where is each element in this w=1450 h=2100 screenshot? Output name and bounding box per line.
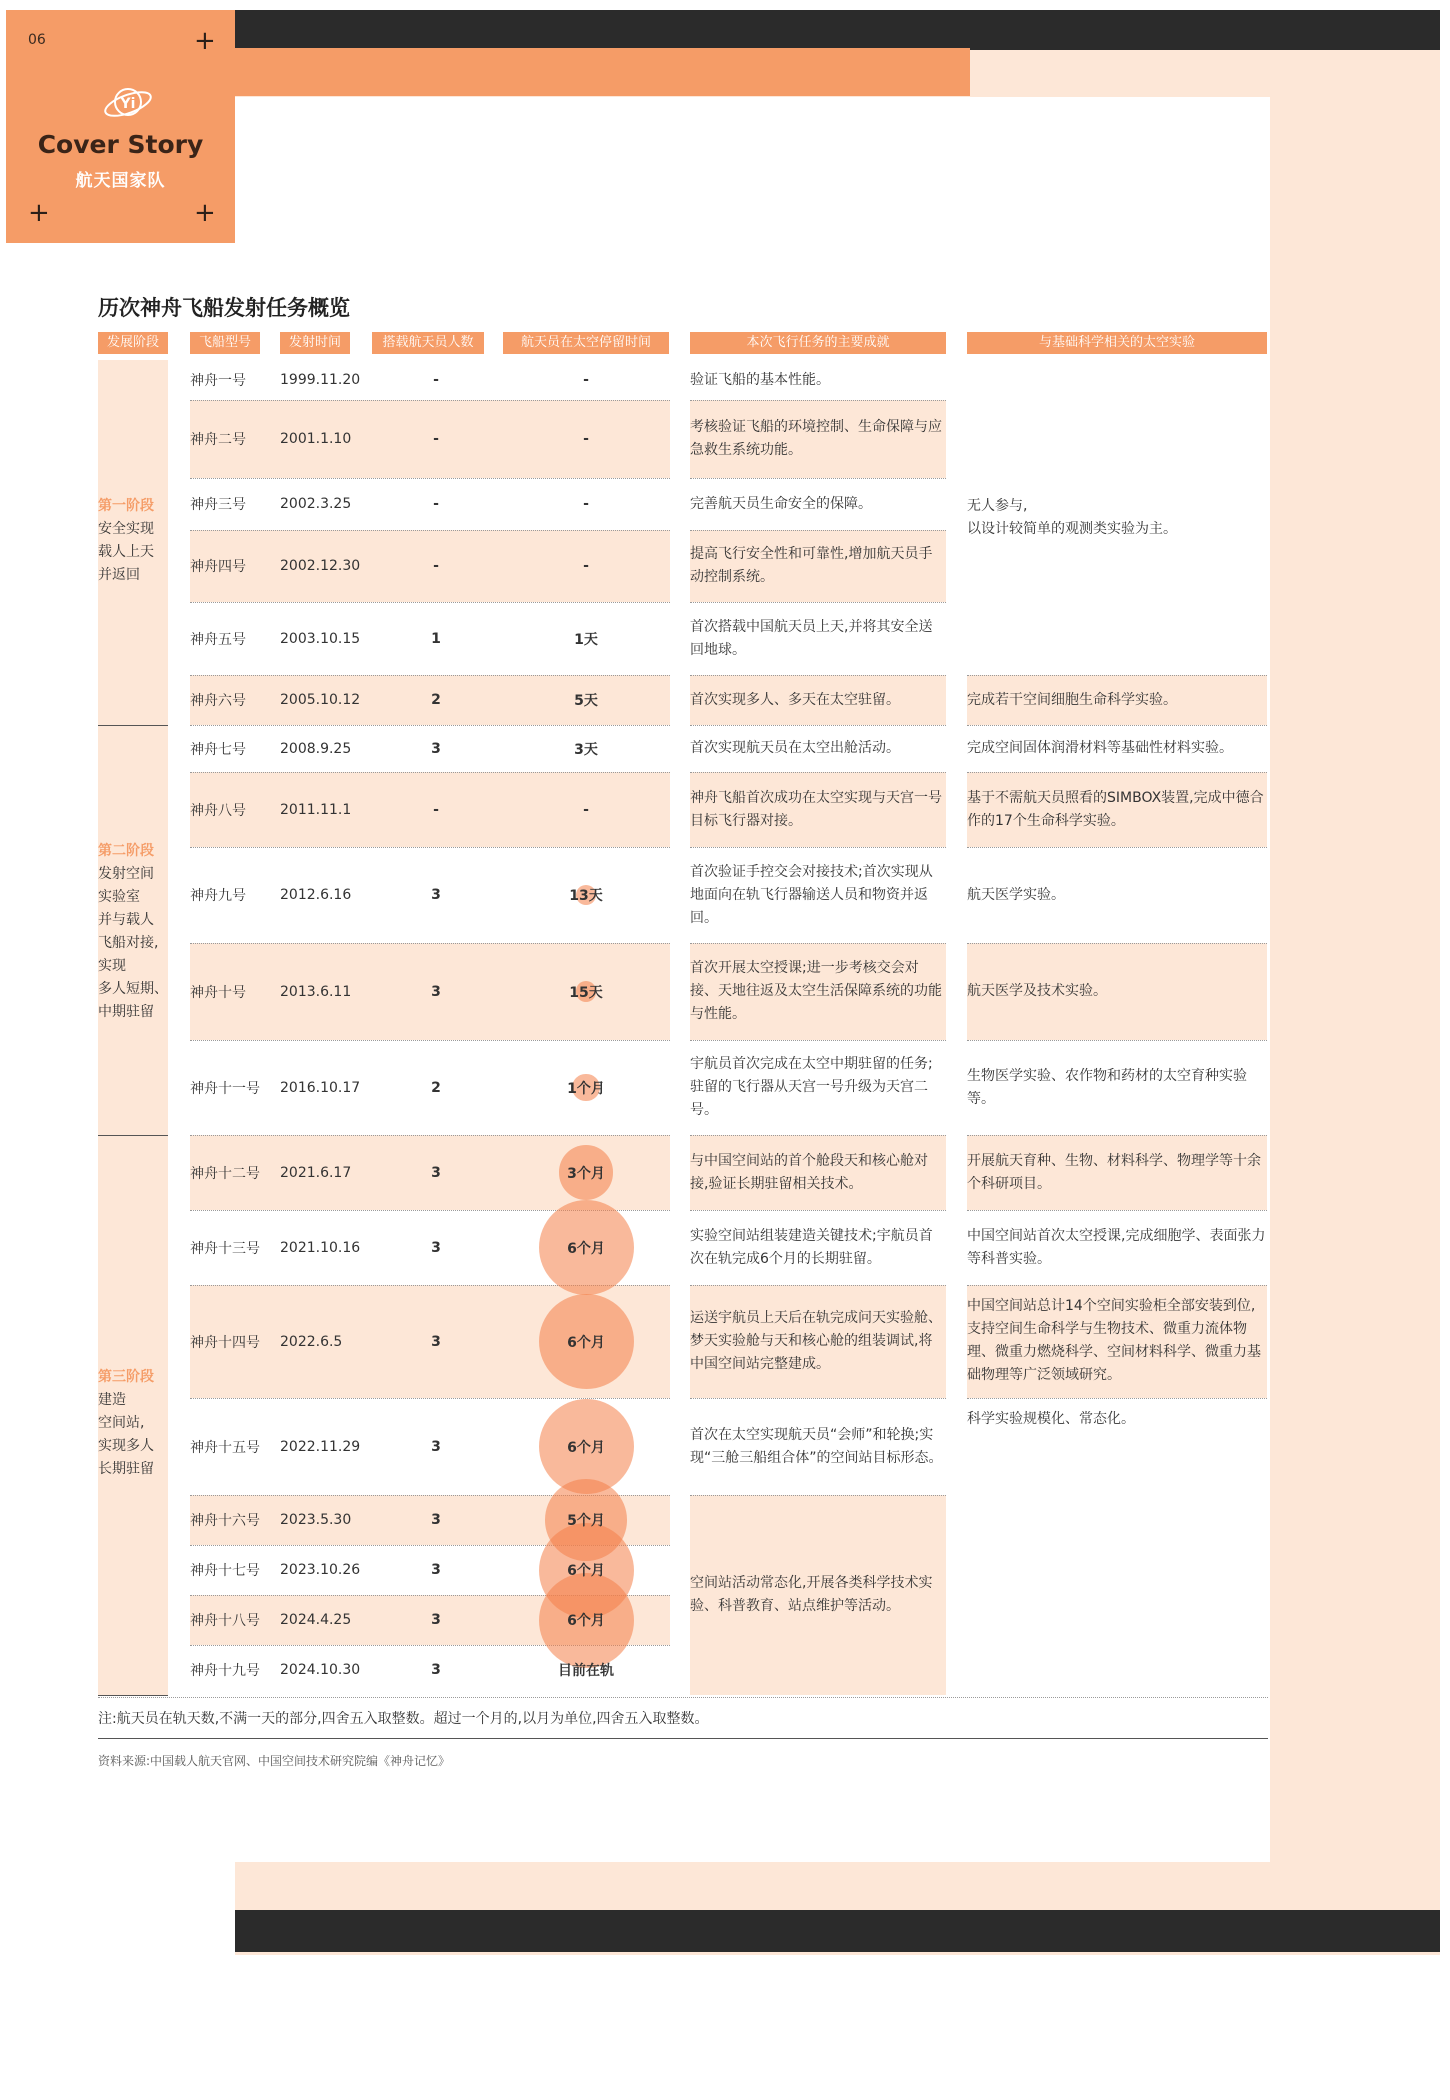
mission-achievement: 神舟飞船首次成功在太空实现与天宫一号目标飞行器对接。: [690, 789, 942, 829]
section-subtitle: 航天国家队: [75, 171, 166, 191]
header-achievement: 本次飞行任务的主要成就: [690, 332, 946, 354]
launch-date: 2023.10.26: [280, 1562, 361, 1578]
mission-achievement: 实验空间站组装建造关键技术;宇航员首次在轨完成6个月的长期驻留。: [690, 1227, 933, 1267]
crew-count: 3: [431, 887, 441, 903]
phase-desc-line: 实现: [98, 958, 126, 974]
bottom-dark-bar: [235, 1910, 1440, 1952]
top-dark-bar: [235, 10, 1440, 50]
phase-desc-line: 并与载人: [98, 912, 154, 928]
phase-3: [98, 1366, 168, 1481]
mission-achievement: 首次在太空实现航天员“会师”和轮换;实现“三舱三船组合体”的空间站目标形态。: [690, 1426, 943, 1466]
crew-count: 3: [431, 1239, 441, 1256]
crew-count: -: [433, 801, 439, 818]
science-experiment: 生物医学实验、农作物和药材的太空育种实验等。: [967, 1067, 1247, 1107]
mission-achievement: 宇航员首次完成在太空中期驻留的任务;驻留的飞行器从天宫一号升级为天宫二号。: [690, 1056, 933, 1118]
crew-count: 2: [431, 1079, 441, 1096]
science-experiment: 中国空间站首次太空授课,完成细胞学、表面张力等科普实验。: [967, 1227, 1266, 1267]
header-spacecraft: 飞船型号: [190, 332, 260, 354]
mission-achievement: 与中国空间站的首个舱段天和核心舱对接,验证长期驻留相关技术。: [690, 1152, 928, 1192]
crew-count: 3: [431, 1438, 441, 1455]
top-orange-bar: [235, 48, 970, 96]
mission-name: 神舟十四号: [190, 1334, 260, 1351]
mission-achievement: 考核验证飞船的环境控制、生命保障与应急救生系统功能。: [690, 419, 942, 458]
phase-desc-line: 实验室: [98, 889, 140, 905]
mission-name: 神舟四号: [190, 559, 246, 575]
phase-desc-line: 发射空间: [98, 866, 154, 882]
mission-name: 神舟十一号: [190, 1080, 260, 1097]
mission-name: 神舟十九号: [190, 1663, 260, 1679]
mission-name: 神舟十七号: [190, 1563, 260, 1579]
stay-duration: -: [583, 801, 589, 818]
mission-achievement: 完善航天员生命安全的保障。: [690, 495, 872, 512]
science-experiment: 航天医学实验。: [967, 886, 1065, 903]
mission-name: 神舟十二号: [190, 1165, 260, 1182]
stay-duration: 6个月: [567, 1563, 605, 1579]
crew-count: -: [433, 431, 439, 447]
stay-duration: 目前在轨: [558, 1663, 614, 1679]
header-launch-date: 发射时间: [280, 332, 350, 354]
phase-separator: [98, 1135, 168, 1136]
phase-desc-line: 建造: [98, 1392, 126, 1408]
launch-date: 2016.10.17: [280, 1079, 361, 1096]
crew-count: 3: [431, 1333, 441, 1350]
science-experiment: 科学实验规模化、常态化。: [967, 1411, 1135, 1427]
mission-name: 神舟十五号: [190, 1439, 260, 1456]
science-experiment: 完成空间固体润滑材料等基础性材料实验。: [967, 740, 1233, 756]
crew-count: 3: [431, 1562, 441, 1578]
crew-count: -: [433, 372, 439, 388]
phase-1: [98, 495, 168, 587]
phase-separator: [98, 1695, 168, 1696]
crew-count: -: [433, 558, 439, 574]
crew-count: 3: [431, 983, 441, 1000]
table-bottom-rule: [98, 1738, 1268, 1739]
stay-duration: 1天: [574, 631, 598, 648]
table-end-line: [98, 1697, 1268, 1698]
mission-achievement: 运送宇航员上天后在轨完成问天实验舱、梦天实验舱与天和核心舱的组装调试,将中国空间站完整建成。: [690, 1310, 942, 1372]
crew-count: 3: [431, 1512, 441, 1528]
phase-desc-line: 飞船对接,: [98, 935, 159, 951]
mission-name: 神舟九号: [190, 888, 246, 904]
phase-desc-line: 实现多人: [98, 1438, 154, 1454]
mission-achievement: 提高飞行安全性和可靠性,增加航天员手动控制系统。: [690, 546, 933, 585]
mission-name: 神舟十三号: [190, 1240, 260, 1257]
mission-achievement: 首次搭载中国航天员上天,并将其安全送回地球。: [690, 618, 933, 658]
crew-count: 3: [431, 1612, 441, 1628]
stay-duration: -: [583, 372, 589, 388]
mission-achievement: 首次实现航天员在太空出舱活动。: [690, 740, 900, 756]
header-duration: 航天员在太空停留时间: [503, 332, 669, 354]
stay-duration: 13天: [569, 888, 603, 904]
stay-duration: 5天: [574, 693, 598, 709]
header-science: 与基础科学相关的太空实验: [967, 332, 1267, 354]
launch-date: 1999.11.20: [280, 372, 361, 388]
stay-duration: 3个月: [567, 1165, 605, 1182]
plus-icon: +: [194, 26, 216, 56]
stay-duration: 3天: [574, 741, 598, 758]
plus-icon: +: [194, 198, 216, 228]
science-experiment: 无人参与, 以设计较简单的观测类实验为主。: [967, 497, 1177, 537]
stay-duration: 6个月: [567, 1334, 605, 1351]
launch-date: 2013.6.11: [280, 983, 352, 1000]
stay-duration: -: [583, 558, 589, 574]
launch-date: 2002.3.25: [280, 496, 352, 512]
science-experiment: 航天医学及技术实验。: [967, 983, 1107, 999]
launch-date: 2001.1.10: [280, 431, 352, 447]
mission-achievement: 首次验证手控交会对接技术;首次实现从地面向在轨飞行器输送人员和物资并返回。: [690, 863, 933, 926]
mission-achievement: 空间站活动常态化,开展各类科学技术实验、科普教育、站点维护等活动。: [690, 1575, 933, 1614]
section-title: Cover Story: [37, 130, 204, 159]
mission-name: 神舟二号: [190, 432, 246, 448]
header-phase: 发展阶段: [98, 332, 168, 354]
science-experiment: 基于不需航天员照看的SIMBOX装置,完成中德合作的17个生命科学实验。: [967, 789, 1264, 829]
phase-label: 第二阶段: [98, 843, 154, 859]
phase-desc-line: 多人短期、: [98, 981, 168, 997]
table-note: 注:航天员在轨天数,不满一天的部分,四舍五入取整数。超过一个月的,以月为单位,四舍五入取整数。: [98, 1711, 709, 1727]
launch-date: 2021.6.17: [280, 1164, 352, 1181]
launch-date: 2003.10.15: [280, 630, 361, 647]
stay-duration: 6个月: [567, 1240, 605, 1257]
mission-name: 神舟八号: [190, 802, 246, 819]
phase-2: [98, 840, 168, 1024]
stay-duration: 15天: [569, 984, 603, 1001]
mission-achievement: 首次开展太空授课;进一步考核交会对接、天地往返及太空生活保障系统的功能与性能。: [690, 960, 942, 1022]
phase-desc-line: 载人上天: [98, 544, 154, 560]
mission-achievement: 验证飞船的基本性能。: [690, 371, 830, 388]
science-experiment: 中国空间站总计14个空间实验柜全部安装到位,支持空间生命科学与生物技术、微重力流体物理、微重力燃烧科学、空间材料科学、微重力基础物理等广泛领域研究。: [967, 1298, 1261, 1383]
launch-date: 2012.6.16: [280, 887, 352, 903]
source-credit: 资料来源:中国载人航天官网、中国空间技术研究院编《神舟记忆》: [98, 1754, 451, 1768]
phase-label: 第三阶段: [98, 1369, 154, 1385]
mission-name: 神舟十六号: [190, 1513, 260, 1529]
mission-name: 神舟五号: [190, 631, 246, 648]
stay-duration: 1个月: [567, 1080, 605, 1097]
section-badge: [6, 10, 235, 243]
crew-count: 3: [431, 1164, 441, 1181]
phase-desc-line: 长期驻留: [98, 1461, 154, 1477]
brand-logo-icon: [98, 80, 158, 124]
phase-desc-line: 中期驻留: [98, 1004, 154, 1020]
mission-achievement: 首次实现多人、多天在太空驻留。: [690, 691, 900, 708]
launch-date: 2022.11.29: [280, 1438, 361, 1455]
table-title: 历次神舟飞船发射任务概览: [98, 296, 350, 320]
launch-date: 2002.12.30: [280, 558, 361, 574]
crew-count: 2: [431, 692, 441, 708]
launch-date: 2024.10.30: [280, 1662, 361, 1678]
phase-desc-line: 并返回: [98, 567, 140, 583]
stay-duration: -: [583, 496, 589, 512]
stay-duration: -: [583, 431, 589, 447]
stay-duration: 6个月: [567, 1439, 605, 1456]
launch-date: 2008.9.25: [280, 740, 352, 757]
mission-name: 神舟三号: [190, 497, 246, 513]
launch-date: 2024.4.25: [280, 1612, 352, 1628]
crew-count: 3: [431, 1662, 441, 1678]
launch-date: 2005.10.12: [280, 692, 361, 708]
phase-desc-line: 空间站,: [98, 1415, 145, 1431]
launch-date: 2021.10.16: [280, 1239, 361, 1256]
page-number: 06: [28, 32, 46, 48]
mission-name: 神舟七号: [190, 741, 246, 758]
svg-text:Yi: Yi: [120, 96, 136, 112]
phase-separator: [98, 725, 168, 726]
plus-icon: +: [28, 198, 50, 228]
science-experiment: 开展航天育种、生物、材料科学、物理学等十余个科研项目。: [967, 1152, 1261, 1192]
crew-count: 1: [431, 630, 441, 647]
phase-desc-line: 安全实现: [98, 521, 154, 537]
mission-name: 神舟六号: [190, 693, 246, 709]
phase-label: 第一阶段: [98, 498, 154, 514]
launch-date: 2023.5.30: [280, 1512, 352, 1528]
crew-count: 3: [431, 740, 441, 757]
science-experiment: 完成若干空间细胞生命科学实验。: [967, 691, 1177, 708]
stay-duration: 5个月: [567, 1513, 605, 1529]
mission-name: 神舟十号: [190, 984, 246, 1001]
mission-name: 神舟十八号: [190, 1613, 260, 1629]
launch-date: 2011.11.1: [280, 801, 352, 818]
launch-date: 2022.6.5: [280, 1333, 343, 1350]
crew-count: -: [433, 496, 439, 512]
stay-duration: 6个月: [567, 1613, 605, 1629]
mission-name: 神舟一号: [190, 373, 246, 389]
header-crew: 搭载航天员人数: [372, 332, 484, 354]
